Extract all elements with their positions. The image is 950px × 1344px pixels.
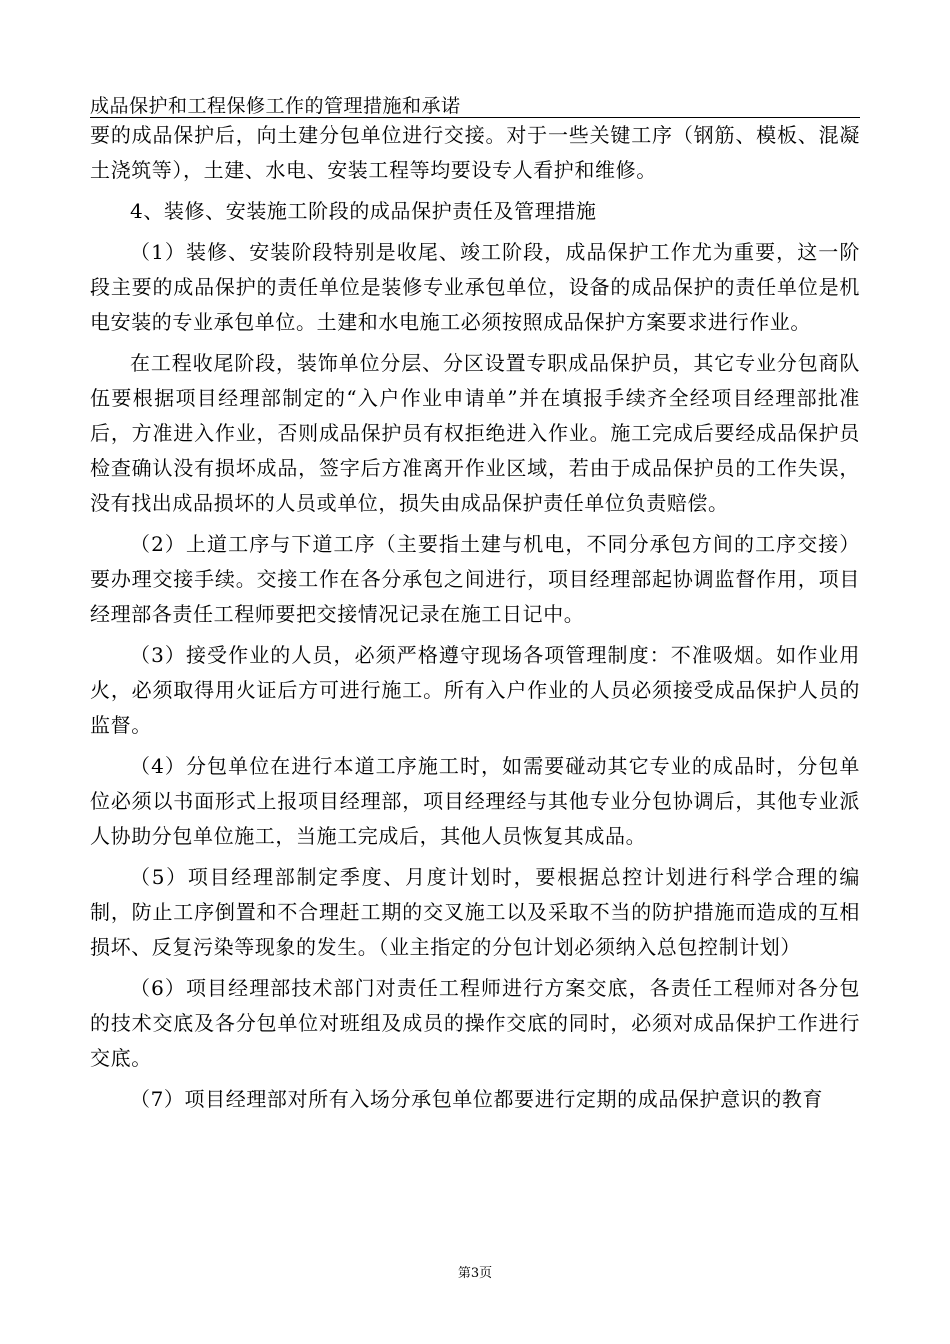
section-heading: 4、装修、安装施工阶段的成品保护责任及管理措施: [130, 199, 597, 223]
paragraph-closing-stage: 在工程收尾阶段，装饰单位分层、分区设置专职成品保护员，其它专业分包商队伍要根据项目经理部制定的“入户作业申请单”并在填报手续齐全经项目经理部批准后，方准进入作业，否则成品保护员有权拒绝进入作业。施工完成后要经成品保护员检查确认没有损坏成品，签字后方准离开作业区域，若由于成品保护员的工作失误，没有找出成品损坏的人员或单位，损失由成品保护责任单位负责赔偿。: [90, 351, 860, 515]
paragraph-item-6: （6）项目经理部技术部门对责任工程师进行方案交底，各责任工程师对各分包的技术交底及各分包单位对班组及成员的操作交底的同时，必须对成品保护工作进行交底。: [90, 976, 860, 1070]
running-header: 成品保护和工程保修工作的管理措施和承诺: [90, 95, 461, 117]
paragraph-item-1: （1）装修、安装阶段特别是收尾、竣工阶段，成品保护工作尤为重要，这一阶段主要的成品保护的责任单位是装修专业承包单位，设备的成品保护的责任单位是机电安装的专业承包单位。土建和水电施工必须按照成品保护方案要求进行作业。: [90, 240, 860, 334]
paragraph-item-4: （4）分包单位在进行本道工序施工时，如需要碰动其它专业的成品时，分包单位必须以书面形式上报项目经理部，项目经理经与其他专业分包协调后，其他专业派人协助分包单位施工，当施工完成后，其他人员恢复其成品。: [90, 754, 860, 848]
document-body: [90, 118, 860, 1123]
paragraph-item-3: （3）接受作业的人员，必须严格遵守现场各项管理制度：不准吸烟。如作业用火，必须取得用火证后方可进行施工。所有入户作业的人员必须接受成品保护人员的监督。: [90, 643, 860, 737]
paragraph-continued: 要的成品保护后，向土建分包单位进行交接。对于一些关键工序（钢筋、模板、混凝土浇筑等），土建、水电、安装工程等均要设专人看护和维修。: [90, 123, 860, 182]
page-number: 第3页: [457, 1266, 493, 1281]
paragraph-item-5: （5）项目经理部制定季度、月度计划时，要根据总控计划进行科学合理的编制，防止工序倒置和不合理赶工期的交叉施工以及采取不当的防护措施而造成的互相损坏、反复污染等现象的发生。（业主指定的分包计划必须纳入总包控制计划）: [90, 865, 860, 959]
paragraph-item-2: （2）上道工序与下道工序（主要指土建与机电，不同分承包方间的工序交接）要办理交接手续。交接工作在各分承包之间进行，项目经理部起协调监督作用，项目经理部各责任工程师要把交接情况记录在施工日记中。: [90, 532, 860, 626]
paragraph-item-7: （7）项目经理部对所有入场分承包单位都要进行定期的成品保护意识的教育: [130, 1087, 824, 1111]
